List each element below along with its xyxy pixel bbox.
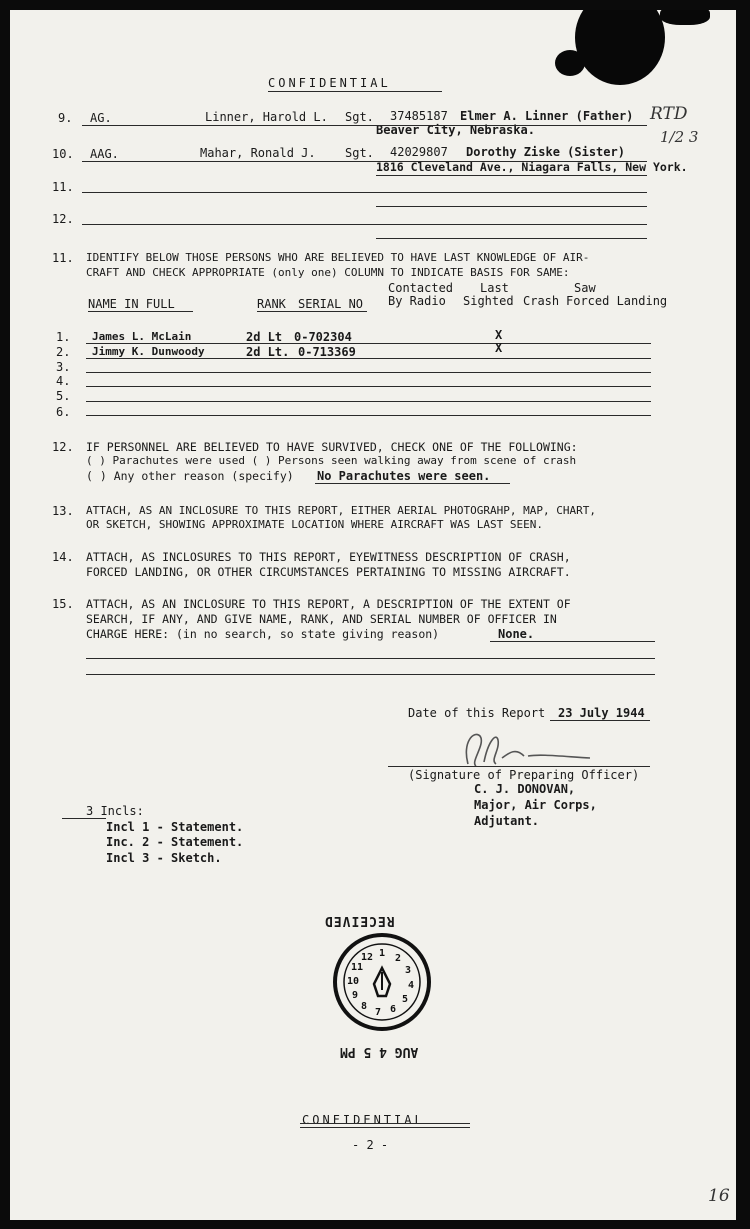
- row-number: 3.: [56, 360, 71, 374]
- person-name: Mahar, Ronald J.: [200, 146, 316, 160]
- row-number: 6.: [56, 405, 71, 419]
- kin-address: 1816 Cleveland Ave., Niagara Falls, New York.: [376, 160, 688, 174]
- section-text: ( ) Parachutes were used ( ) Persons seen walking away from scene of crash: [86, 454, 577, 467]
- date-label: Date of this Report: [408, 706, 546, 720]
- document-page: [10, 10, 736, 1220]
- row-number: 11.: [52, 180, 74, 194]
- row-number: 2.: [56, 345, 71, 359]
- dial-number: 7: [374, 1007, 382, 1018]
- officer-title: Major, Air Corps,: [474, 798, 597, 812]
- handwritten-note-2: 1/2 3: [660, 128, 699, 146]
- section-text: ATTACH, AS INCLOSURES TO THIS REPORT, EYEWITNESS DESCRIPTION OF CRASH,: [86, 550, 571, 564]
- kin-address: Beaver City, Nebraska.: [376, 123, 535, 137]
- dial-number: 12: [360, 952, 374, 963]
- report-date: 23 July 1944: [558, 706, 645, 720]
- column-header-contacted: Contacted: [388, 281, 454, 295]
- column-header-serial: SERIAL NO: [298, 297, 364, 311]
- check-mark: X: [495, 328, 503, 342]
- footer-confidential: CONFIDENTIAL: [302, 1113, 425, 1127]
- section-text: SEARCH, IF ANY, AND GIVE NAME, RANK, AND SERIAL NUMBER OF OFFICER IN: [86, 612, 557, 626]
- kin-name: Dorothy Ziske (Sister): [466, 145, 625, 159]
- ink-blot-corner: [660, 10, 710, 25]
- signature-scrawl: [440, 722, 600, 770]
- row-number: 1.: [56, 330, 71, 344]
- section-number: 13.: [52, 504, 74, 518]
- column-header-name: NAME IN FULL: [88, 297, 175, 311]
- section-number: 15.: [52, 597, 74, 611]
- column-header-crash: Crash: [523, 294, 560, 308]
- margin-page-note: 16: [708, 1186, 730, 1206]
- section-answer: None.: [498, 627, 535, 641]
- person-name: James L. McLain: [92, 330, 192, 343]
- row-number: 4.: [56, 374, 71, 388]
- column-header-by-radio: By Radio: [388, 294, 446, 308]
- person-rank: 2d Lt: [246, 330, 283, 344]
- ink-blot-large: [575, 10, 665, 85]
- inclosure-item: Incl 3 - Sketch.: [106, 851, 222, 865]
- section-text: CRAFT AND CHECK APPROPRIATE (only one) COLUMN TO INDICATE BASIS FOR SAME:: [86, 266, 570, 279]
- person-rank: Sgt.: [345, 146, 374, 160]
- column-header-rank: RANK: [257, 297, 286, 311]
- ink-blot-small: [555, 50, 585, 76]
- page-number: - 2 -: [352, 1138, 389, 1152]
- person-serial: 0-713369: [298, 345, 356, 359]
- dial-number: 3: [404, 965, 412, 976]
- dial-number: 10: [346, 976, 360, 987]
- organization: AAG.: [90, 147, 119, 161]
- inclosure-item: Inc. 2 - Statement.: [106, 835, 244, 849]
- person-rank: 2d Lt.: [246, 345, 290, 359]
- dial-number: 5: [401, 994, 409, 1005]
- section-text: CHARGE HERE: (in no search, so state giving reason): [86, 627, 440, 641]
- column-header-last: Last: [480, 281, 509, 295]
- organization: AG.: [90, 111, 112, 125]
- dial-number: 2: [394, 953, 402, 964]
- dial-number: 11: [350, 962, 364, 973]
- header-confidential: CONFIDENTIAL: [268, 76, 391, 90]
- person-rank: Sgt.: [345, 110, 374, 124]
- column-header-saw: Saw: [574, 281, 596, 295]
- column-header-sighted: Sighted: [463, 294, 514, 308]
- check-mark: X: [495, 341, 503, 355]
- dial-number: 9: [351, 990, 359, 1001]
- section-number: 11.: [52, 251, 74, 265]
- section-text: IF PERSONNEL ARE BELIEVED TO HAVE SURVIVED, CHECK ONE OF THE FOLLOWING:: [86, 440, 578, 454]
- dial-number: 6: [389, 1004, 397, 1015]
- column-header-forced-landing: Forced Landing: [566, 294, 668, 308]
- signature-caption: (Signature of Preparing Officer): [408, 768, 640, 782]
- section-text: ( ) Any other reason (specify): [86, 469, 294, 483]
- row-number: 12.: [52, 212, 74, 226]
- officer-name: C. J. DONOVAN,: [474, 782, 576, 796]
- kin-name: Elmer A. Linner (Father): [460, 109, 634, 123]
- person-serial: 0-702304: [294, 330, 352, 344]
- person-serial: 42029807: [390, 145, 448, 159]
- inclosure-item: Incl 1 - Statement.: [106, 820, 244, 834]
- inclosures-header: 3 Incls:: [86, 804, 144, 818]
- dial-number: 4: [407, 980, 415, 991]
- received-stamp-dial: [332, 932, 432, 1032]
- section-answer: No Parachutes were seen.: [317, 469, 491, 483]
- received-stamp-date: AUG 4 5 PM: [340, 1044, 419, 1059]
- section-number: 12.: [52, 440, 74, 454]
- section-text: IDENTIFY BELOW THOSE PERSONS WHO ARE BELIEVED TO HAVE LAST KNOWLEDGE OF AIR-: [86, 251, 590, 264]
- person-name: Jimmy K. Dunwoody: [92, 345, 205, 358]
- section-text: ATTACH, AS AN INCLOSURE TO THIS REPORT, A DESCRIPTION OF THE EXTENT OF: [86, 597, 571, 611]
- row-number: 10.: [52, 147, 74, 161]
- received-stamp-text: RECEIVED: [324, 913, 395, 928]
- person-serial: 37485187: [390, 109, 448, 123]
- section-text: OR SKETCH, SHOWING APPROXIMATE LOCATION WHERE AIRCRAFT WAS LAST SEEN.: [86, 518, 543, 531]
- handwritten-note-1: RTD: [650, 104, 688, 124]
- section-text: FORCED LANDING, OR OTHER CIRCUMSTANCES PERTAINING TO MISSING AIRCRAFT.: [86, 565, 571, 579]
- row-number: 9.: [58, 111, 73, 125]
- section-number: 14.: [52, 550, 74, 564]
- dial-number: 1: [378, 948, 386, 959]
- officer-title: Adjutant.: [474, 814, 540, 828]
- person-name: Linner, Harold L.: [205, 110, 328, 124]
- dial-number: 8: [360, 1001, 368, 1012]
- row-number: 5.: [56, 389, 71, 403]
- section-text: ATTACH, AS AN INCLOSURE TO THIS REPORT, EITHER AERIAL PHOTOGRAHP, MAP, CHART,: [86, 504, 596, 517]
